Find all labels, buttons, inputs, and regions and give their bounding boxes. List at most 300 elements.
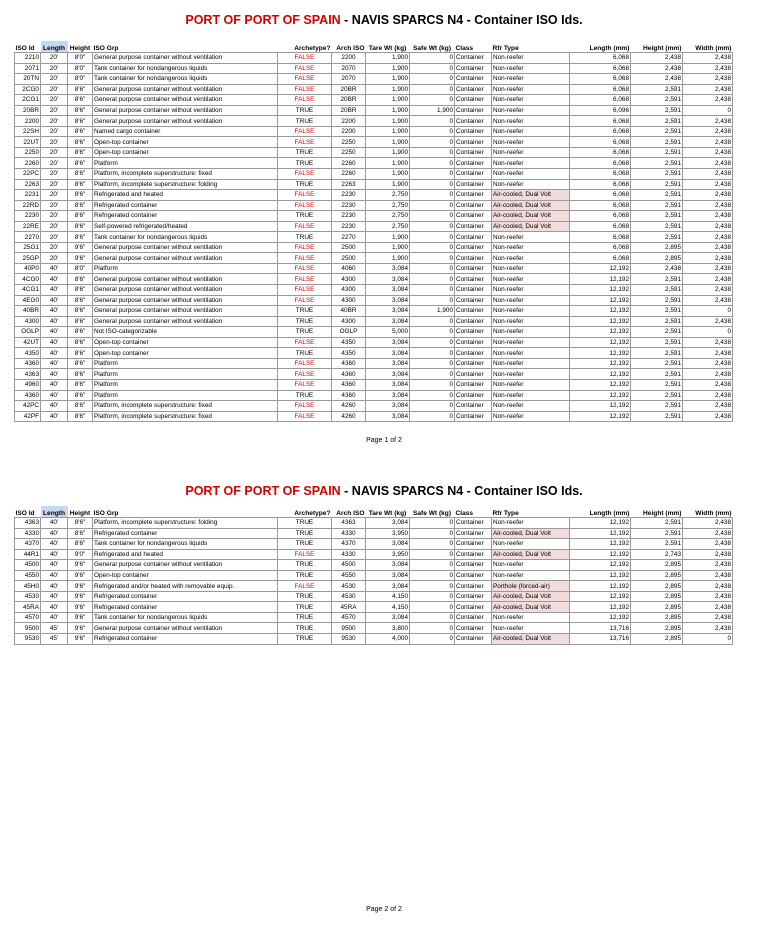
- cell-length: 40': [41, 306, 68, 317]
- cell-iso-id: 4360: [15, 358, 41, 369]
- cell-arch-iso: 2070: [332, 63, 366, 74]
- cell-iso-grp: General purpose container without ventilation: [93, 105, 278, 116]
- cell-length-mm: 12,192: [570, 411, 631, 422]
- cell-rfr-type: Non-reefer: [492, 147, 570, 158]
- cell-safe-wt: 0: [410, 602, 455, 613]
- cell-height: 9'6": [68, 253, 93, 264]
- cell-tare-wt: 3,084: [366, 285, 410, 296]
- cell-class: Container: [455, 221, 492, 232]
- cell-height: 8'6": [68, 306, 93, 317]
- cell-iso-grp: Open-top container: [93, 348, 278, 359]
- cell-rfr-type: Air-cooled, Dual Volt: [492, 200, 570, 211]
- cell-width-mm: 0: [683, 327, 733, 338]
- cell-class: Container: [455, 549, 492, 560]
- cell-length-mm: 12,192: [570, 560, 631, 571]
- col-header-width-mm: Width (mm): [695, 45, 732, 52]
- table-row: [15, 358, 733, 369]
- cell-width-mm: 2,438: [683, 591, 733, 602]
- table-row: [15, 137, 733, 148]
- cell-length: 40': [41, 591, 68, 602]
- table-row: [15, 528, 733, 539]
- cell-class: Container: [455, 295, 492, 306]
- cell-archetype: FALSE: [278, 263, 332, 274]
- cell-iso-grp: General purpose container without ventilation: [93, 253, 278, 264]
- cell-arch-iso: 4500: [332, 560, 366, 571]
- cell-class: Container: [455, 147, 492, 158]
- iso-table: [14, 506, 733, 645]
- cell-height-mm: 2,591: [631, 211, 683, 222]
- cell-height: 8'6": [68, 369, 93, 380]
- cell-iso-grp: General purpose container without ventilation: [93, 560, 278, 571]
- cell-rfr-type: Non-reefer: [492, 232, 570, 243]
- col-header-height-mm: Height (mm): [643, 45, 682, 52]
- cell-iso-grp: General purpose container without ventilation: [93, 623, 278, 634]
- cell-width-mm: 2,438: [683, 253, 733, 264]
- cell-safe-wt: 0: [410, 211, 455, 222]
- table-row: [15, 591, 733, 602]
- cell-tare-wt: 1,900: [366, 242, 410, 253]
- cell-iso-id: 20TN: [15, 74, 41, 85]
- cell-iso-grp: General purpose container without ventilation: [93, 242, 278, 253]
- cell-width-mm: 2,438: [683, 411, 733, 422]
- cell-length-mm: 12,192: [570, 612, 631, 623]
- cell-iso-grp: Tank container for nondangerous liquids: [93, 74, 278, 85]
- cell-height-mm: 2,438: [631, 63, 683, 74]
- cell-height-mm: 2,591: [631, 518, 683, 529]
- cell-height: 8'6": [68, 137, 93, 148]
- cell-iso-id: 2CG1: [15, 95, 41, 106]
- cell-tare-wt: 3,084: [366, 348, 410, 359]
- cell-class: Container: [455, 137, 492, 148]
- cell-arch-iso: 4300: [332, 274, 366, 285]
- cell-length-mm: 12,192: [570, 602, 631, 613]
- cell-archetype: TRUE: [278, 316, 332, 327]
- col-header-archetype: Archetype?: [294, 45, 331, 52]
- cell-iso-grp: Platform, incomplete superstructure: fixed: [93, 169, 278, 180]
- cell-width-mm: 0: [683, 105, 733, 116]
- cell-rfr-type: Non-reefer: [492, 327, 570, 338]
- cell-height: 9'6": [68, 623, 93, 634]
- cell-length-mm: 6,068: [570, 179, 631, 190]
- cell-arch-iso: 4300: [332, 316, 366, 327]
- cell-archetype: TRUE: [278, 634, 332, 645]
- cell-tare-wt: 2,750: [366, 200, 410, 211]
- cell-height: 8'6": [68, 158, 93, 169]
- cell-arch-iso: 4570: [332, 612, 366, 623]
- cell-height: 8'6": [68, 348, 93, 359]
- cell-archetype: FALSE: [278, 358, 332, 369]
- cell-width-mm: 0: [683, 634, 733, 645]
- cell-rfr-type: Non-reefer: [492, 560, 570, 571]
- cell-iso-grp: General purpose container without ventilation: [93, 84, 278, 95]
- cell-class: Container: [455, 274, 492, 285]
- cell-arch-iso: 2500: [332, 253, 366, 264]
- cell-safe-wt: 0: [410, 137, 455, 148]
- cell-iso-id: 40P0: [15, 263, 41, 274]
- cell-safe-wt: 0: [410, 390, 455, 401]
- cell-rfr-type: Non-reefer: [492, 348, 570, 359]
- cell-archetype: TRUE: [278, 211, 332, 222]
- cell-tare-wt: 3,084: [366, 316, 410, 327]
- cell-safe-wt: 0: [410, 126, 455, 137]
- cell-length: 20': [41, 200, 68, 211]
- cell-tare-wt: 2,750: [366, 221, 410, 232]
- col-header-iso-id: ISO Id: [15, 510, 35, 517]
- cell-tare-wt: 3,950: [366, 528, 410, 539]
- cell-rfr-type: Non-reefer: [492, 84, 570, 95]
- cell-tare-wt: 2,750: [366, 190, 410, 201]
- cell-arch-iso: 9530: [332, 634, 366, 645]
- cell-tare-wt: 3,084: [366, 581, 410, 592]
- cell-length-mm: 12,192: [570, 581, 631, 592]
- cell-safe-wt: 0: [410, 116, 455, 127]
- cell-length: 40': [41, 263, 68, 274]
- cell-length: 20': [41, 84, 68, 95]
- cell-height: 8'6": [68, 411, 93, 422]
- cell-height-mm: 2,438: [631, 74, 683, 85]
- cell-width-mm: 2,438: [683, 539, 733, 550]
- cell-height-mm: 2,591: [631, 316, 683, 327]
- cell-iso-grp: Platform, incomplete superstructure: fixed: [93, 401, 278, 412]
- cell-height-mm: 2,591: [631, 285, 683, 296]
- cell-archetype: FALSE: [278, 84, 332, 95]
- cell-rfr-type: Air-cooled, Dual Volt: [492, 549, 570, 560]
- cell-safe-wt: 0: [410, 539, 455, 550]
- cell-safe-wt: 0: [410, 369, 455, 380]
- cell-height-mm: 2,591: [631, 401, 683, 412]
- cell-iso-id: 2210: [15, 53, 41, 64]
- cell-length: 40': [41, 401, 68, 412]
- table-row: [15, 53, 733, 64]
- cell-iso-grp: Platform, incomplete superstructure: folding: [93, 518, 278, 529]
- cell-iso-grp: Tank container for nondangerous liquids: [93, 539, 278, 550]
- cell-length: 45': [41, 634, 68, 645]
- page-title: [0, 484, 768, 498]
- cell-iso-id: OGLP: [15, 327, 41, 338]
- table-row: [15, 411, 733, 422]
- cell-tare-wt: 3,084: [366, 401, 410, 412]
- cell-width-mm: 2,438: [683, 348, 733, 359]
- cell-arch-iso: 4260: [332, 411, 366, 422]
- cell-height-mm: 2,895: [631, 602, 683, 613]
- cell-safe-wt: 0: [410, 560, 455, 571]
- cell-length-mm: 12,192: [570, 369, 631, 380]
- table-row: [15, 295, 733, 306]
- cell-rfr-type: Non-reefer: [492, 63, 570, 74]
- cell-length: 40': [41, 327, 68, 338]
- port-name: PORT OF PORT OF SPAIN: [185, 484, 341, 498]
- cell-class: Container: [455, 316, 492, 327]
- cell-rfr-type: Non-reefer: [492, 401, 570, 412]
- cell-iso-id: 22PC: [15, 169, 41, 180]
- cell-arch-iso: 20BR: [332, 105, 366, 116]
- cell-arch-iso: 2230: [332, 190, 366, 201]
- cell-width-mm: 2,438: [683, 295, 733, 306]
- table-row: [15, 253, 733, 264]
- cell-length-mm: 12,192: [570, 591, 631, 602]
- cell-length-mm: 6,068: [570, 200, 631, 211]
- cell-iso-grp: General purpose container without ventilation: [93, 285, 278, 296]
- cell-safe-wt: 0: [410, 84, 455, 95]
- cell-iso-grp: General purpose container without ventilation: [93, 274, 278, 285]
- cell-archetype: FALSE: [278, 379, 332, 390]
- cell-rfr-type: Non-reefer: [492, 390, 570, 401]
- cell-height: 8'6": [68, 274, 93, 285]
- cell-iso-grp: Platform, incomplete superstructure: fixed: [93, 411, 278, 422]
- cell-arch-iso: 4330: [332, 549, 366, 560]
- cell-class: Container: [455, 190, 492, 201]
- cell-iso-id: 4363: [15, 369, 41, 380]
- cell-length-mm: 12,192: [570, 549, 631, 560]
- table-row: [15, 242, 733, 253]
- cell-width-mm: 2,438: [683, 137, 733, 148]
- cell-rfr-type: Non-reefer: [492, 126, 570, 137]
- cell-height: 8'6": [68, 116, 93, 127]
- cell-height-mm: 2,591: [631, 232, 683, 243]
- cell-arch-iso: 2260: [332, 158, 366, 169]
- cell-class: Container: [455, 84, 492, 95]
- cell-class: Container: [455, 539, 492, 550]
- cell-iso-grp: Tank container for nondangerous liquids: [93, 63, 278, 74]
- cell-rfr-type: Air-cooled, Dual Volt: [492, 634, 570, 645]
- cell-iso-id: 22RD: [15, 200, 41, 211]
- cell-length: 40': [41, 285, 68, 296]
- cell-archetype: FALSE: [278, 242, 332, 253]
- cell-height: 8'6": [68, 84, 93, 95]
- cell-archetype: TRUE: [278, 570, 332, 581]
- cell-length: 40': [41, 602, 68, 613]
- cell-length-mm: 12,192: [570, 379, 631, 390]
- cell-rfr-type: Non-reefer: [492, 169, 570, 180]
- cell-height-mm: 2,591: [631, 147, 683, 158]
- cell-arch-iso: 9500: [332, 623, 366, 634]
- cell-safe-wt: 0: [410, 316, 455, 327]
- cell-length-mm: 12,192: [570, 348, 631, 359]
- cell-class: Container: [455, 602, 492, 613]
- cell-iso-id: 9530: [15, 634, 41, 645]
- table-row: [15, 200, 733, 211]
- cell-class: Container: [455, 95, 492, 106]
- cell-arch-iso: 4363: [332, 518, 366, 529]
- cell-rfr-type: Non-reefer: [492, 242, 570, 253]
- cell-length-mm: 6,068: [570, 211, 631, 222]
- cell-length: 40': [41, 549, 68, 560]
- cell-iso-grp: Platform: [93, 379, 278, 390]
- cell-tare-wt: 3,084: [366, 379, 410, 390]
- cell-length-mm: 6,068: [570, 63, 631, 74]
- cell-class: Container: [455, 263, 492, 274]
- cell-height-mm: 2,743: [631, 549, 683, 560]
- cell-arch-iso: 4370: [332, 539, 366, 550]
- cell-arch-iso: 2250: [332, 147, 366, 158]
- cell-width-mm: 2,438: [683, 242, 733, 253]
- cell-safe-wt: 0: [410, 232, 455, 243]
- cell-height-mm: 2,591: [631, 190, 683, 201]
- cell-tare-wt: 3,084: [366, 306, 410, 317]
- cell-height: 9'6": [68, 570, 93, 581]
- cell-width-mm: 2,438: [683, 602, 733, 613]
- cell-iso-id: 2263: [15, 179, 41, 190]
- cell-arch-iso: 2230: [332, 221, 366, 232]
- cell-rfr-type: Non-reefer: [492, 379, 570, 390]
- table-row: [15, 337, 733, 348]
- cell-safe-wt: 0: [410, 528, 455, 539]
- cell-height: 8'6": [68, 285, 93, 296]
- cell-rfr-type: Non-reefer: [492, 358, 570, 369]
- cell-archetype: FALSE: [278, 253, 332, 264]
- cell-length: 20': [41, 147, 68, 158]
- cell-arch-iso: 4530: [332, 591, 366, 602]
- cell-length: 20': [41, 232, 68, 243]
- cell-height: 8'6": [68, 211, 93, 222]
- cell-safe-wt: 0: [410, 285, 455, 296]
- cell-height-mm: 2,591: [631, 95, 683, 106]
- cell-tare-wt: 1,900: [366, 232, 410, 243]
- cell-class: Container: [455, 560, 492, 571]
- cell-safe-wt: 0: [410, 274, 455, 285]
- cell-length-mm: 12,192: [570, 327, 631, 338]
- cell-class: Container: [455, 369, 492, 380]
- cell-iso-grp: Refrigerated and/or heated with removable equip.: [93, 581, 278, 592]
- cell-safe-wt: 0: [410, 200, 455, 211]
- cell-class: Container: [455, 623, 492, 634]
- table-row: [15, 602, 733, 613]
- cell-height: 9'6": [68, 612, 93, 623]
- cell-length: 40': [41, 539, 68, 550]
- cell-length-mm: 6,068: [570, 53, 631, 64]
- cell-height-mm: 2,591: [631, 158, 683, 169]
- cell-tare-wt: 1,900: [366, 53, 410, 64]
- cell-arch-iso: 20BR: [332, 84, 366, 95]
- cell-length: 20': [41, 158, 68, 169]
- iso-table: [14, 41, 733, 422]
- cell-tare-wt: 3,800: [366, 623, 410, 634]
- cell-length-mm: 12,192: [570, 390, 631, 401]
- cell-iso-id: 22RE: [15, 221, 41, 232]
- cell-length: 40': [41, 358, 68, 369]
- cell-height-mm: 2,591: [631, 327, 683, 338]
- cell-iso-id: 2270: [15, 232, 41, 243]
- cell-length: 40': [41, 316, 68, 327]
- cell-height: 8'6": [68, 295, 93, 306]
- cell-rfr-type: Porthole (forced-air): [492, 581, 570, 592]
- cell-arch-iso: 2200: [332, 126, 366, 137]
- cell-height: 9'6": [68, 591, 93, 602]
- cell-length-mm: 13,716: [570, 634, 631, 645]
- cell-arch-iso: 4060: [332, 263, 366, 274]
- table-row: [15, 63, 733, 74]
- cell-iso-id: 4530: [15, 591, 41, 602]
- cell-safe-wt: 0: [410, 634, 455, 645]
- cell-iso-grp: Refrigerated container: [93, 200, 278, 211]
- cell-class: Container: [455, 390, 492, 401]
- cell-archetype: TRUE: [278, 179, 332, 190]
- cell-length-mm: 12,192: [570, 570, 631, 581]
- cell-class: Container: [455, 74, 492, 85]
- cell-height: 8'6": [68, 221, 93, 232]
- cell-class: Container: [455, 105, 492, 116]
- cell-height-mm: 2,438: [631, 53, 683, 64]
- cell-iso-grp: Open-top container: [93, 137, 278, 148]
- col-header-tare-wt: Tare Wt (kg): [368, 45, 407, 52]
- cell-rfr-type: Non-reefer: [492, 295, 570, 306]
- cell-arch-iso: 2200: [332, 116, 366, 127]
- table-row: [15, 623, 733, 634]
- cell-tare-wt: 3,084: [366, 295, 410, 306]
- table-row: [15, 401, 733, 412]
- cell-rfr-type: Air-cooled, Dual Volt: [492, 211, 570, 222]
- cell-width-mm: 2,438: [683, 379, 733, 390]
- cell-archetype: TRUE: [278, 539, 332, 550]
- cell-height-mm: 2,591: [631, 200, 683, 211]
- cell-length-mm: 6,068: [570, 126, 631, 137]
- table-row: [15, 169, 733, 180]
- cell-iso-id: 40BR: [15, 306, 41, 317]
- report-title: - NAVIS SPARCS N4 - Container ISO Ids.: [340, 484, 583, 498]
- cell-class: Container: [455, 518, 492, 529]
- cell-length-mm: 6,068: [570, 74, 631, 85]
- cell-iso-id: 4CG0: [15, 274, 41, 285]
- cell-arch-iso: 2230: [332, 211, 366, 222]
- cell-arch-iso: 4350: [332, 348, 366, 359]
- cell-rfr-type: Non-reefer: [492, 74, 570, 85]
- table-row: [15, 179, 733, 190]
- cell-height: 8'0": [68, 53, 93, 64]
- cell-width-mm: 0: [683, 306, 733, 317]
- cell-height-mm: 2,895: [631, 634, 683, 645]
- cell-archetype: TRUE: [278, 623, 332, 634]
- table-row: [15, 518, 733, 529]
- cell-length-mm: 12,192: [570, 295, 631, 306]
- cell-height-mm: 2,895: [631, 581, 683, 592]
- col-header-length-mm: Length (mm): [589, 45, 630, 52]
- cell-tare-wt: 3,084: [366, 274, 410, 285]
- cell-class: Container: [455, 591, 492, 602]
- cell-arch-iso: 2263: [332, 179, 366, 190]
- cell-archetype: TRUE: [278, 327, 332, 338]
- cell-safe-wt: 0: [410, 327, 455, 338]
- header-row: [15, 41, 733, 53]
- cell-height-mm: 2,591: [631, 306, 683, 317]
- cell-arch-iso: 4530: [332, 581, 366, 592]
- cell-safe-wt: 0: [410, 623, 455, 634]
- col-header-height-mm: Height (mm): [643, 510, 682, 517]
- col-header-arch-iso: Arch ISO: [336, 45, 365, 52]
- cell-rfr-type: Non-reefer: [492, 274, 570, 285]
- cell-rfr-type: Air-cooled, Dual Volt: [492, 190, 570, 201]
- cell-width-mm: 2,438: [683, 232, 733, 243]
- cell-tare-wt: 1,900: [366, 253, 410, 264]
- table-body: [15, 518, 733, 645]
- cell-tare-wt: 4,150: [366, 602, 410, 613]
- cell-arch-iso: 2250: [332, 137, 366, 148]
- cell-iso-grp: Open-top container: [93, 337, 278, 348]
- cell-iso-grp: Refrigerated container: [93, 602, 278, 613]
- cell-height: 8'0": [68, 74, 93, 85]
- cell-height: 8'6": [68, 169, 93, 180]
- cell-safe-wt: 0: [410, 581, 455, 592]
- cell-iso-id: 4330: [15, 528, 41, 539]
- table-row: [15, 612, 733, 623]
- cell-height-mm: 2,591: [631, 390, 683, 401]
- table-row: [15, 390, 733, 401]
- cell-iso-grp: General purpose container without ventilation: [93, 316, 278, 327]
- cell-length-mm: 13,716: [570, 623, 631, 634]
- cell-length: 20': [41, 211, 68, 222]
- cell-length-mm: 6,068: [570, 158, 631, 169]
- table-row: [15, 84, 733, 95]
- cell-archetype: TRUE: [278, 528, 332, 539]
